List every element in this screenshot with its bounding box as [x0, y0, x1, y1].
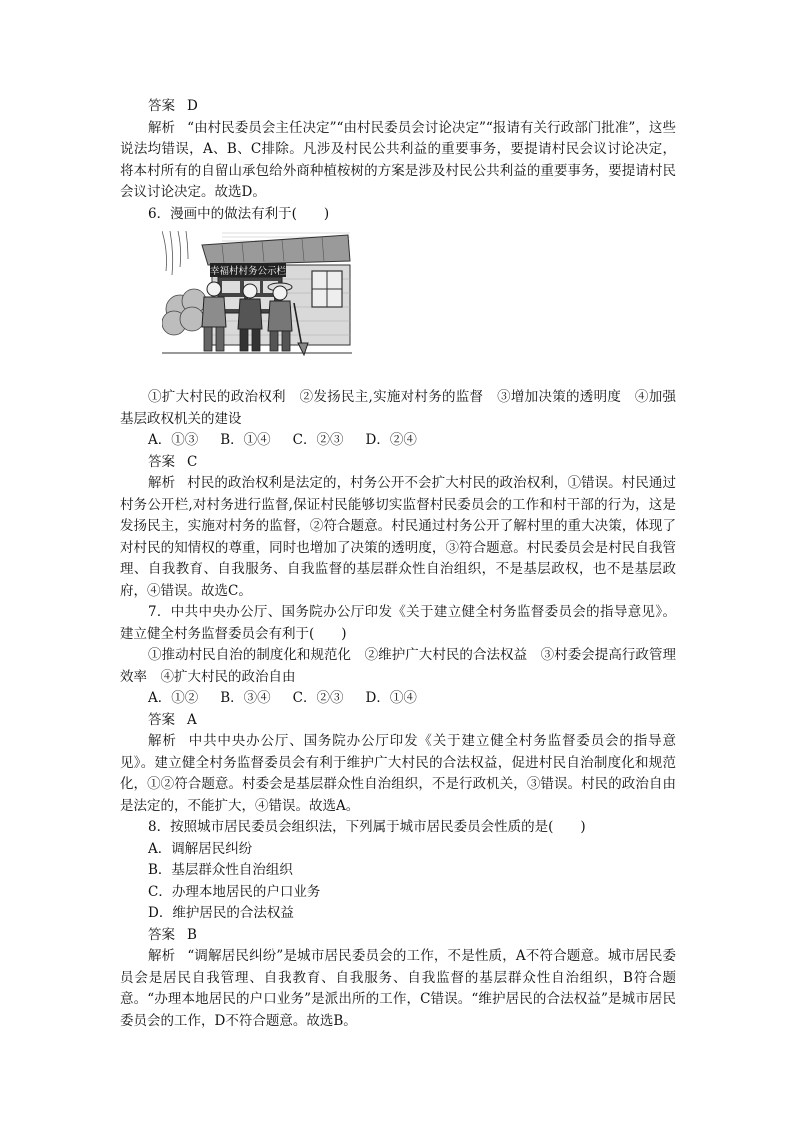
q8-answer: 答案 B [148, 926, 197, 943]
q8-stem: 8．按照城市居民委员会组织法，下列属于城市居民委员会性质的是( ) [148, 819, 586, 835]
q6-option-c: C．②③ [292, 432, 344, 448]
q7-option-c: C．②③ [292, 690, 344, 706]
q7-analysis: 解析 中共中央办公厅、国务院办公厅印发《关于建立健全村务监督委员会的指导意见》。建立健全村务监督委员会有利于维护广大村民的合法权益，促进村民自治制度化和规范化，①②符合题意。村委会是基层群众性自治组织，不是行政机关，③错误。村民的政治自由是法定的，不能扩大，④错误。故选A。 [120, 733, 677, 814]
q8-option-d: D．维护居民的合法权益 [148, 905, 294, 921]
q8-option-a: A．调解居民纠纷 [148, 840, 253, 857]
q6-items: ①扩大村民的政治权利 ②发扬民主,实施对村务的监督 ③增加决策的透明度 ④加强基层政权机关的建设 [120, 389, 676, 427]
document-page [120, 96, 676, 1032]
q6-option-b: B．①④ [220, 432, 271, 448]
q7-stem: 7．中共中央办公厅、国务院办公厅印发《关于建立健全村务监督委员会的指导意见》。建立健全村务监督委员会有利于( ) [120, 604, 676, 642]
q6-options [120, 430, 676, 452]
q7-option-d: D．①④ [365, 690, 417, 706]
cartoon-illustration [162, 231, 352, 361]
q6-option-d: D．②④ [365, 432, 417, 448]
q7-items: ①推动村民自治的制度化和规范化 ②维护广大村民的合法权益 ③村委会提高行政管理效率 ④扩大村民的政治自由 [120, 647, 676, 685]
q6-analysis: 解析 村民的政治权利是法定的，村务公开不会扩大村民的政治权利，①错误。村民通过村务公开栏,对村务进行监督,保证村民能够切实监督村民委员会的工作和村干部的行为，这是发扬民主，实施对村务的监督，②符合题意。村民通过村务公开了解村里的重大决策，体现了对村民的知情权的尊重，同时也增加了决策的透明度，③符合题意。村民委员会是村民自我管理、自我教育、自我服务、自我监督的基层群众性自治组织，不是基层政权，也不是基层政府，④错误。故选C。 [120, 475, 677, 599]
q8-analysis: 解析 “调解居民纠纷”是城市居民委员会的工作，不是性质，A不符合题意。城市居民委员会是居民自我管理、自我教育、自我服务、自我监督的基层群众性自治组织，B符合题意。“办理本地居民的户口业务”是派出所的工作，C错误。“维护居民的合法权益”是城市居民委员会的工作，D不符合题意。故选B。 [120, 948, 676, 1029]
q6-stem: 6．漫画中的做法有利于( ) [148, 205, 330, 222]
q5-answer: 答案 D [148, 98, 198, 114]
q6-answer: 答案 C [148, 453, 198, 470]
q8-option-b: B．基层群众性自治组织 [148, 862, 293, 878]
q7-option-a: A．①② [148, 690, 199, 706]
q7-option-b: B．③④ [220, 690, 271, 706]
q7-answer: 答案 A [148, 711, 197, 728]
q7-options [120, 688, 676, 710]
q6-option-a: A．①③ [148, 432, 199, 448]
q5-analysis: 解析 “由村民委员会主任决定”“由村民委员会讨论决定”“报请有关行政部门批准”，这些说法均错误，A、B、C排除。凡涉及村民公共利益的重要事务，要提请村民会议讨论决定，将本村所有的自留山承包给外商种植桉树的方案是涉及村民公共利益的重要事务，要提请村民会议讨论决定。故选D。 [120, 119, 676, 200]
cartoon-sign: 幸福村村务公示栏 [209, 266, 287, 277]
q8-option-c: C．办理本地居民的户口业务 [148, 883, 321, 900]
